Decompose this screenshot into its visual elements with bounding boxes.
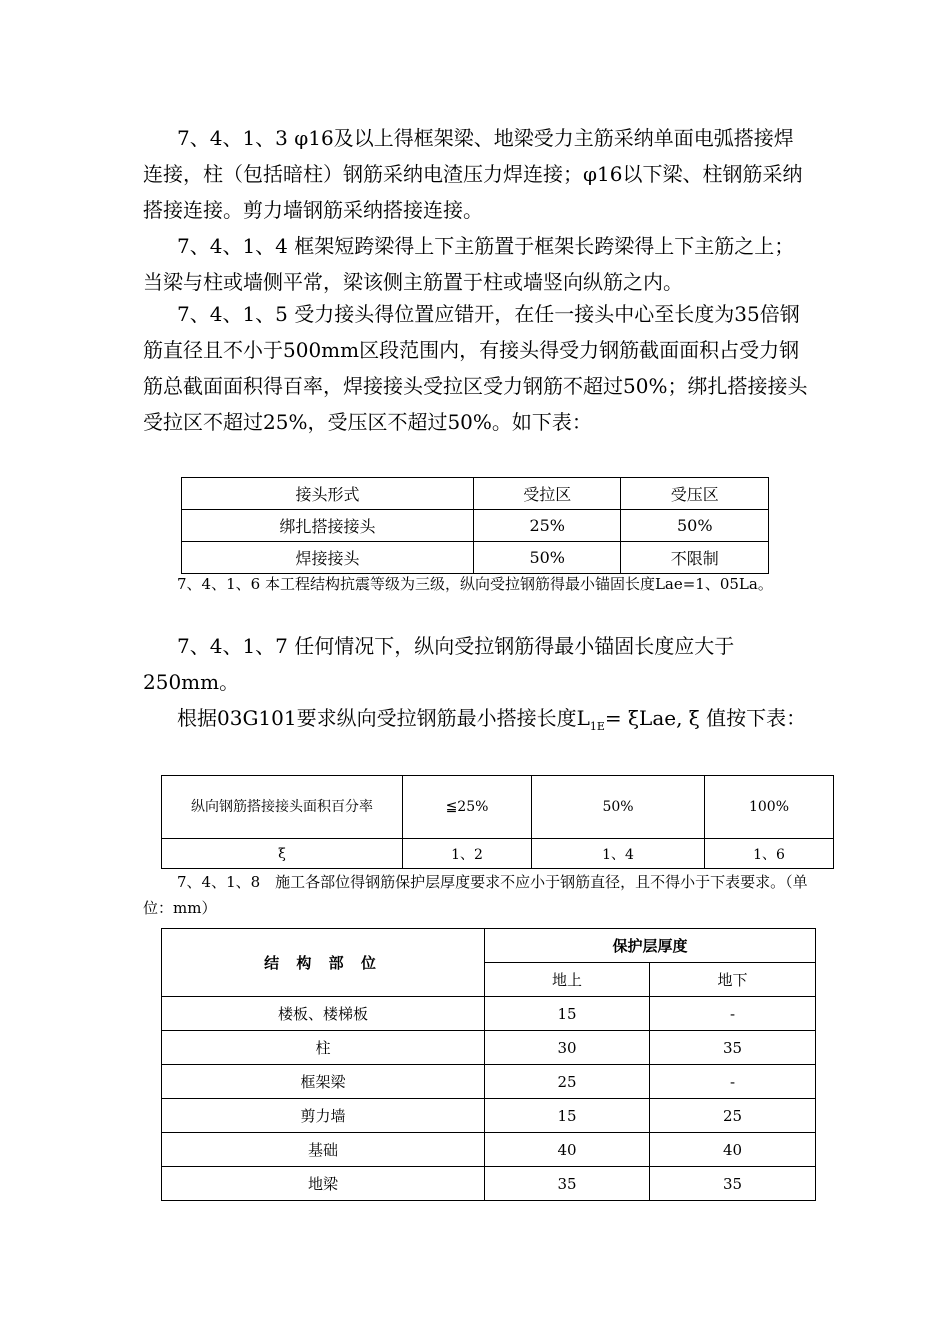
table-row <box>162 1167 816 1201</box>
table-header-cell: 受压区 <box>621 478 769 510</box>
table-cell: 绑扎搭接接头 <box>182 510 474 542</box>
subscript: 1E <box>589 720 605 733</box>
paragraph-7-4-1-3: 7、4、1、3 φ16及以上得框架梁、地梁受力主筋采纳单面电弧搭接焊连接，柱（包括暗柱）钢筋采纳电渣压力焊连接；φ16以下梁、柱钢筋采纳搭接连接。剪力墙钢筋采纳搭接连接。 <box>143 126 803 222</box>
table-row <box>162 1031 816 1065</box>
table-cell: 15 <box>485 997 650 1031</box>
paragraph-7-4-1-6: 7、4、1、6 本工程结构抗震等级为三级，纵向受拉钢筋得最小锚固长度Lae=1、05La。 <box>177 575 773 593</box>
table-cell: 1、6 <box>705 839 834 869</box>
table-cell: 剪力墙 <box>162 1099 485 1133</box>
paragraph-7-4-1-8: 7、4、1、8 施工各部位得钢筋保护层厚度要求不应小于钢筋直径，且不得小于下表要求。（单位：mm） <box>143 873 808 917</box>
table-cell: 1、2 <box>403 839 532 869</box>
table-cell: 框架梁 <box>162 1065 485 1099</box>
paragraph-03g101 <box>143 700 809 745</box>
table-cell: 35 <box>650 1167 816 1201</box>
table-group-header: 保护层厚度 <box>485 929 816 963</box>
table-row <box>162 839 834 869</box>
table-row <box>162 997 816 1031</box>
table-header-row <box>162 776 834 839</box>
joint-ratio-table <box>181 477 769 574</box>
table-row <box>162 1099 816 1133</box>
table-cell: 35 <box>650 1031 816 1065</box>
table-cell: - <box>650 997 816 1031</box>
table-header-cell: 100% <box>705 776 834 839</box>
table-cell: - <box>650 1065 816 1099</box>
table-cell: 35 <box>485 1167 650 1201</box>
table-cell: 柱 <box>162 1031 485 1065</box>
table-cell: 50% <box>473 542 621 574</box>
table-row <box>182 542 769 574</box>
table-header-row <box>162 929 816 963</box>
paragraph-7-4-1-7: 7、4、1、7 任何情况下，纵向受拉钢筋得最小锚固长度应大于250mm。 <box>143 634 735 694</box>
cover-thickness-table <box>161 928 816 1201</box>
table-row <box>162 1133 816 1167</box>
table-cell: 焊接接头 <box>182 542 474 574</box>
table-cell: ξ <box>162 839 403 869</box>
table-cell: 30 <box>485 1031 650 1065</box>
table-header-cell: 纵向钢筋搭接接头面积百分率 <box>162 776 403 839</box>
table-header-cell: ≦25% <box>403 776 532 839</box>
table-cell: 不限制 <box>621 542 769 574</box>
table-cell: 15 <box>485 1099 650 1133</box>
paragraph-7-4-1-4: 7、4、1、4 框架短跨梁得上下主筋置于框架长跨梁得上下主筋之上；当梁与柱或墙侧平常，梁该侧主筋置于柱或墙竖向纵筋之内。 <box>143 234 795 294</box>
table-header-row <box>182 478 769 510</box>
table-cell: 25% <box>473 510 621 542</box>
table-header-cell: 地上 <box>485 963 650 997</box>
paragraph-7-4-1-5: 7、4、1、5 受力接头得位置应错开，在任一接头中心至长度为35倍钢筋直径且不小于500mm区段范围内，有接头得受力钢筋截面面积占受力钢筋总截面面积得百率，焊接接头受拉区受力钢筋不超过50%；绑扎搭接接头受拉区不超过25%，受压区不超过50%。如下表： <box>143 302 808 434</box>
table-row <box>182 510 769 542</box>
table-cell: 50% <box>621 510 769 542</box>
table-cell: 25 <box>650 1099 816 1133</box>
table-cell: 地梁 <box>162 1167 485 1201</box>
table-row <box>162 1065 816 1099</box>
table-cell: 25 <box>485 1065 650 1099</box>
table-cell: 40 <box>650 1133 816 1167</box>
table-header-cell: 50% <box>532 776 705 839</box>
table-header-cell: 接头形式 <box>182 478 474 510</box>
table-cell: 基础 <box>162 1133 485 1167</box>
table-cell: 楼板、楼梯板 <box>162 997 485 1031</box>
xi-factor-table <box>161 775 834 869</box>
table-cell: 40 <box>485 1133 650 1167</box>
text-span: 根据03G101要求纵向受拉钢筋最小搭接长度L <box>177 706 590 730</box>
table-header-cell: 地下 <box>650 963 816 997</box>
table-header-cell: 受拉区 <box>473 478 621 510</box>
table-cell: 1、4 <box>532 839 705 869</box>
text-span: = ξLae, ξ 值按下表： <box>604 706 807 730</box>
table-header-cell: 结 构 部 位 <box>162 929 485 997</box>
